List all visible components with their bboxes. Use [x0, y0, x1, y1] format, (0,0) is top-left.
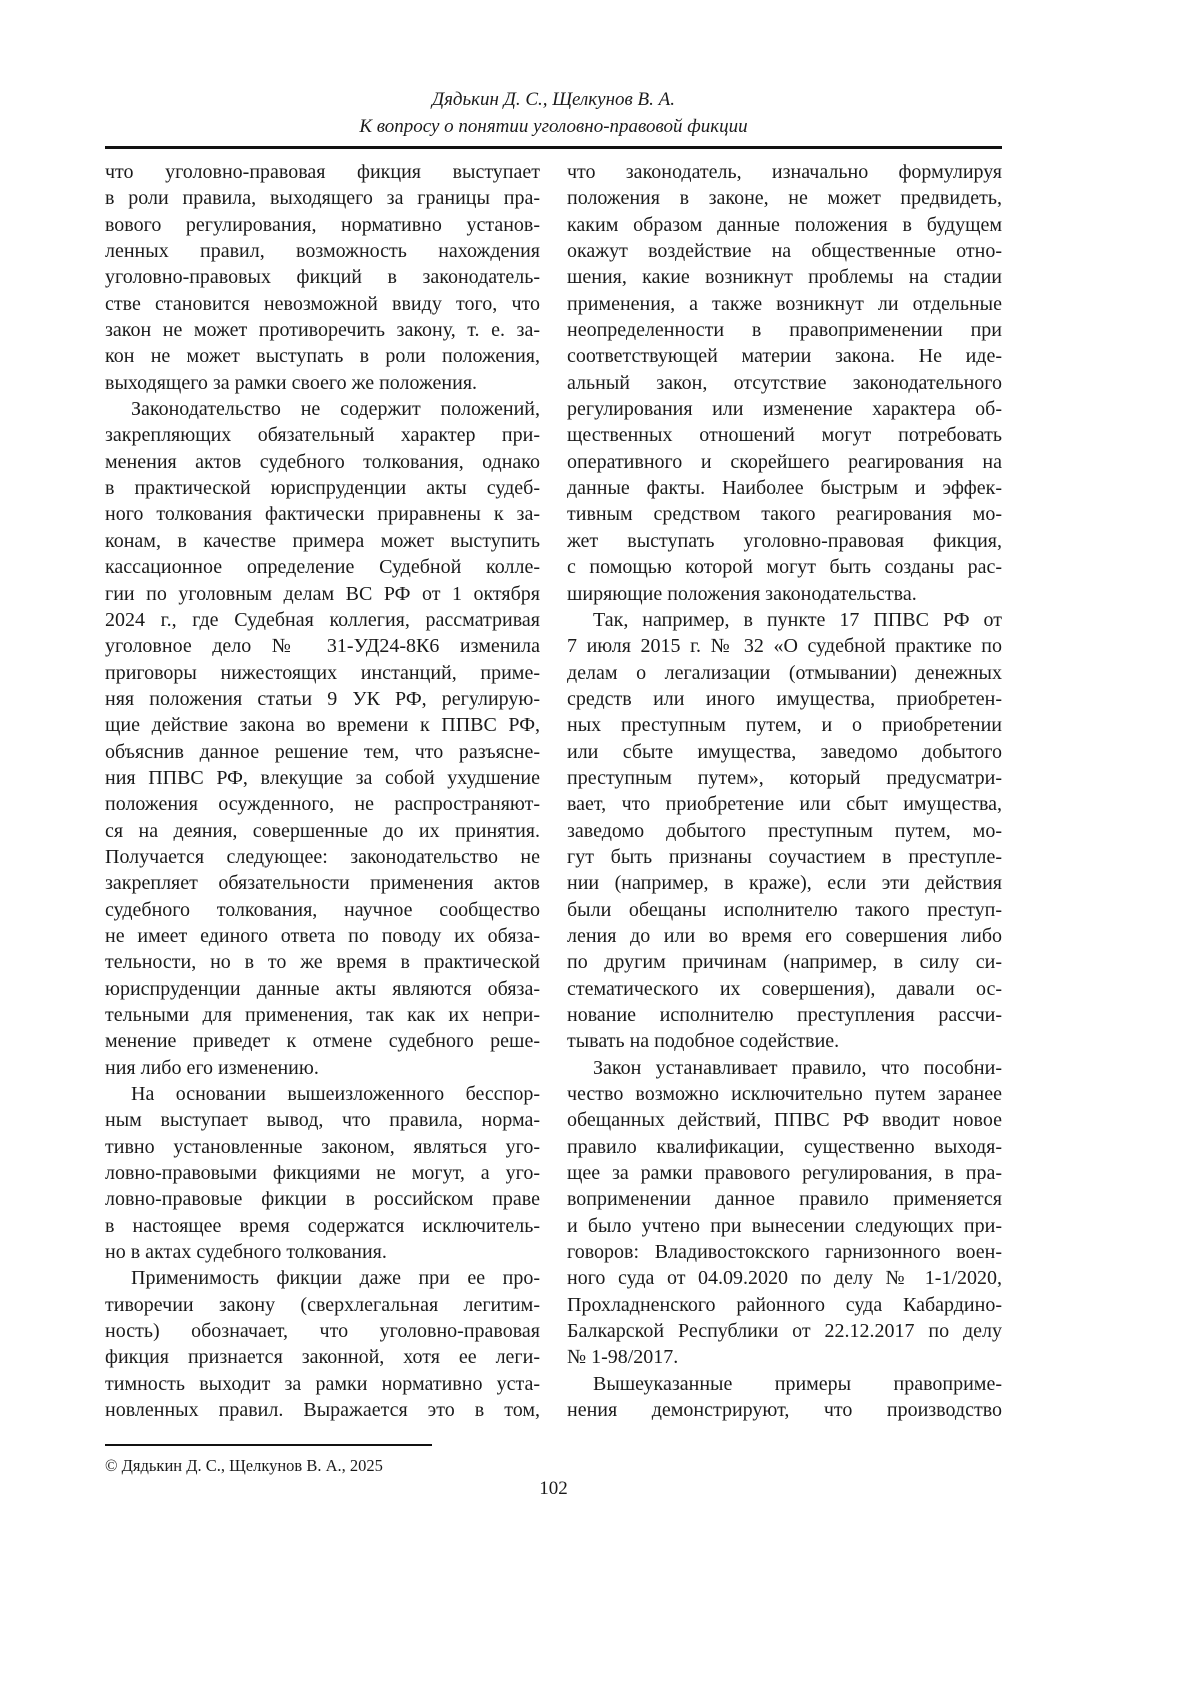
text-line: правило квалификации, существенно выходя-	[567, 1134, 1002, 1160]
text-line: положения осужденного, не распространяют-	[105, 791, 540, 817]
text-line: чество возможно исключительно путем заранее	[567, 1081, 1002, 1107]
text-line: фикция признается законной, хотя ее леги-	[105, 1344, 540, 1370]
text-line: делам о легализации (отмывании) денежных	[567, 660, 1002, 686]
text-line: кон не может выступать в роли положения,	[105, 343, 540, 369]
header-divider	[105, 146, 1002, 149]
text-line: средств или иного имущества, приобретен-	[567, 686, 1002, 712]
text-line: стве становится невозможной ввиду того, что	[105, 291, 540, 317]
text-line: Прохладненского районного суда Кабардино-	[567, 1292, 1002, 1318]
text-line: уголовно-правовых фикций в законодатель-	[105, 264, 540, 290]
copyright-footnote: © Дядькин Д. С., Щелкунов В. А., 2025	[105, 1456, 383, 1476]
text-line: 2024 г., где Судебная коллегия, рассматривая	[105, 607, 540, 633]
text-line: воприменении данное правило применяется	[567, 1186, 1002, 1212]
text-line: ся на деяния, совершенные до их принятия.	[105, 818, 540, 844]
text-line: окажут воздействие на общественные отно-	[567, 238, 1002, 264]
text-line: гут быть признаны соучастием в преступле-	[567, 844, 1002, 870]
paragraph	[105, 159, 540, 396]
text-line: применения, а также возникнут ли отдельные	[567, 291, 1002, 317]
text-line: неопределенности в правоприменении при	[567, 317, 1002, 343]
text-line: вового регулирования, нормативно установ-	[105, 212, 540, 238]
text-line: 7 июля 2015 г. № 32 «О судебной практике по	[567, 633, 1002, 659]
text-line: были обещаны исполнителю такого преступ-	[567, 897, 1002, 923]
text-line: вает, что приобретение или сбыт имущества,	[567, 791, 1002, 817]
text-line: выходящего за рамки своего же положения.	[105, 370, 540, 396]
text-line: ловно-правовыми фикциями не могут, а уго-	[105, 1160, 540, 1186]
text-line: стематического их совершения), давали ос-	[567, 976, 1002, 1002]
text-line: Балкарской Республики от 22.12.2017 по делу	[567, 1318, 1002, 1344]
text-line: обещанных действий, ППВС РФ вводит новое	[567, 1107, 1002, 1133]
text-line: приговоры нижестоящих инстанций, приме-	[105, 660, 540, 686]
text-line: ного толкования фактически приравнены к за-	[105, 501, 540, 527]
text-line: с помощью которой могут быть созданы рас-	[567, 554, 1002, 580]
text-line: в роли правила, выходящего за границы пра-	[105, 185, 540, 211]
text-line: каким образом данные положения в будущем	[567, 212, 1002, 238]
paragraph	[105, 1265, 540, 1423]
text-line: ния либо его изменению.	[105, 1055, 540, 1081]
text-line: шения, какие возникнут проблемы на стадии	[567, 264, 1002, 290]
text-line: не имеет единого ответа по поводу их обяза-	[105, 923, 540, 949]
paragraph	[105, 1081, 540, 1265]
text-line: преступным путем», который предусматри-	[567, 765, 1002, 791]
text-line: что уголовно-правовая фикция выступает	[105, 159, 540, 185]
running-header-title: К вопросу о понятии уголовно-правовой фикции	[105, 113, 1002, 140]
text-line: Так, например, в пункте 17 ППВС РФ от	[567, 607, 1002, 633]
text-line: тывать на подобное содействие.	[567, 1028, 1002, 1054]
text-line: уголовное дело № 31-УД24-8К6 изменила	[105, 633, 540, 659]
text-line: альный закон, отсутствие законодательного	[567, 370, 1002, 396]
text-line: тельности, но в то же время в практической	[105, 949, 540, 975]
text-line: менение приведет к отмене судебного реше-	[105, 1028, 540, 1054]
text-line: конам, в качестве примера может выступить	[105, 528, 540, 554]
paragraph	[567, 159, 1002, 607]
text-line: тивно установленные законом, являться уго-	[105, 1134, 540, 1160]
text-line: нения демонстрируют, что производство	[567, 1397, 1002, 1423]
text-line: ления до или во время его совершения либо	[567, 923, 1002, 949]
text-line: няя положения статьи 9 УК РФ, регулирую-	[105, 686, 540, 712]
text-line: объяснив данное решение тем, что разъясне-	[105, 739, 540, 765]
running-header-authors: Дядькин Д. С., Щелкунов В. А.	[105, 86, 1002, 113]
right-column	[567, 159, 1002, 1424]
text-line: закон не может противоречить закону, т. е. за-	[105, 317, 540, 343]
text-line: тимность выходит за рамки нормативно уста-	[105, 1371, 540, 1397]
text-line: ширяющие положения законодательства.	[567, 581, 1002, 607]
paragraph	[567, 1055, 1002, 1371]
text-line: регулирования или изменение характера об-	[567, 396, 1002, 422]
text-line: ния ППВС РФ, влекущие за собой ухудшение	[105, 765, 540, 791]
text-line: говоров: Владивостокского гарнизонного воен-	[567, 1239, 1002, 1265]
text-line: нование исполнителю преступления рассчи-	[567, 1002, 1002, 1028]
text-line: но в актах судебного толкования.	[105, 1239, 540, 1265]
text-line: Применимость фикции даже при ее про-	[105, 1265, 540, 1291]
text-line: данные факты. Наиболее быстрым и эффек-	[567, 475, 1002, 501]
text-line: Вышеуказанные примеры правоприме-	[567, 1371, 1002, 1397]
text-line: менения актов судебного толкования, однако	[105, 449, 540, 475]
footnote-divider	[105, 1444, 432, 1446]
text-line: гии по уголовным делам ВС РФ от 1 октября	[105, 581, 540, 607]
text-line: ных преступным путем, и о приобретении	[567, 712, 1002, 738]
text-line: соответствующей материи закона. Не иде-	[567, 343, 1002, 369]
page-number: 102	[0, 1478, 1107, 1500]
text-line: закрепляет обязательности применения актов	[105, 870, 540, 896]
text-line: заведомо добытого преступным путем, мо-	[567, 818, 1002, 844]
text-line: тивным средством такого реагирования мо-	[567, 501, 1002, 527]
text-line: ность) обозначает, что уголовно-правовая	[105, 1318, 540, 1344]
text-line: в настоящее время содержатся исключитель-	[105, 1213, 540, 1239]
paragraph	[105, 396, 540, 1081]
text-line: оперативного и скорейшего реагирования на	[567, 449, 1002, 475]
text-line: ловно-правовые фикции в российском праве	[105, 1186, 540, 1212]
paragraph	[567, 1371, 1002, 1424]
text-line: нии (например, в краже), если эти действия	[567, 870, 1002, 896]
text-line: новленных правил. Выражается это в том,	[105, 1397, 540, 1423]
text-line: в практической юриспруденции акты судеб-	[105, 475, 540, 501]
text-line: по другим причинам (например, в силу си-	[567, 949, 1002, 975]
text-line: ленных правил, возможность нахождения	[105, 238, 540, 264]
text-line: На основании вышеизложенного бесспор-	[105, 1081, 540, 1107]
text-line: жет выступать уголовно-правовая фикция,	[567, 528, 1002, 554]
text-line: кассационное определение Судебной колле-	[105, 554, 540, 580]
text-line: Законодательство не содержит положений,	[105, 396, 540, 422]
text-line: или сбыте имущества, заведомо добытого	[567, 739, 1002, 765]
text-line: щественных отношений могут потребовать	[567, 422, 1002, 448]
text-line: положения в законе, не может предвидеть,	[567, 185, 1002, 211]
text-line: юриспруденции данные акты являются обяза-	[105, 976, 540, 1002]
text-line: что законодатель, изначально формулируя	[567, 159, 1002, 185]
left-column	[105, 159, 540, 1424]
text-line: № 1-98/2017.	[567, 1344, 1002, 1370]
text-line: щее за рамки правового регулирования, в пра-	[567, 1160, 1002, 1186]
text-line: закрепляющих обязательный характер при-	[105, 422, 540, 448]
text-line: ного суда от 04.09.2020 по делу № 1-1/2020,	[567, 1265, 1002, 1291]
paragraph	[567, 607, 1002, 1055]
text-line: и было учтено при вынесении следующих при-	[567, 1213, 1002, 1239]
text-line: Получается следующее: законодательство не	[105, 844, 540, 870]
text-line: тельными для применения, так как их непри-	[105, 1002, 540, 1028]
text-line: ным выступает вывод, что правила, норма-	[105, 1107, 540, 1133]
text-line: тиворечии закону (сверхлегальная легитим-	[105, 1292, 540, 1318]
text-line: щие действие закона во времени к ППВС РФ,	[105, 712, 540, 738]
text-line: судебного толкования, научное сообщество	[105, 897, 540, 923]
text-line: Закон устанавливает правило, что пособни-	[567, 1055, 1002, 1081]
